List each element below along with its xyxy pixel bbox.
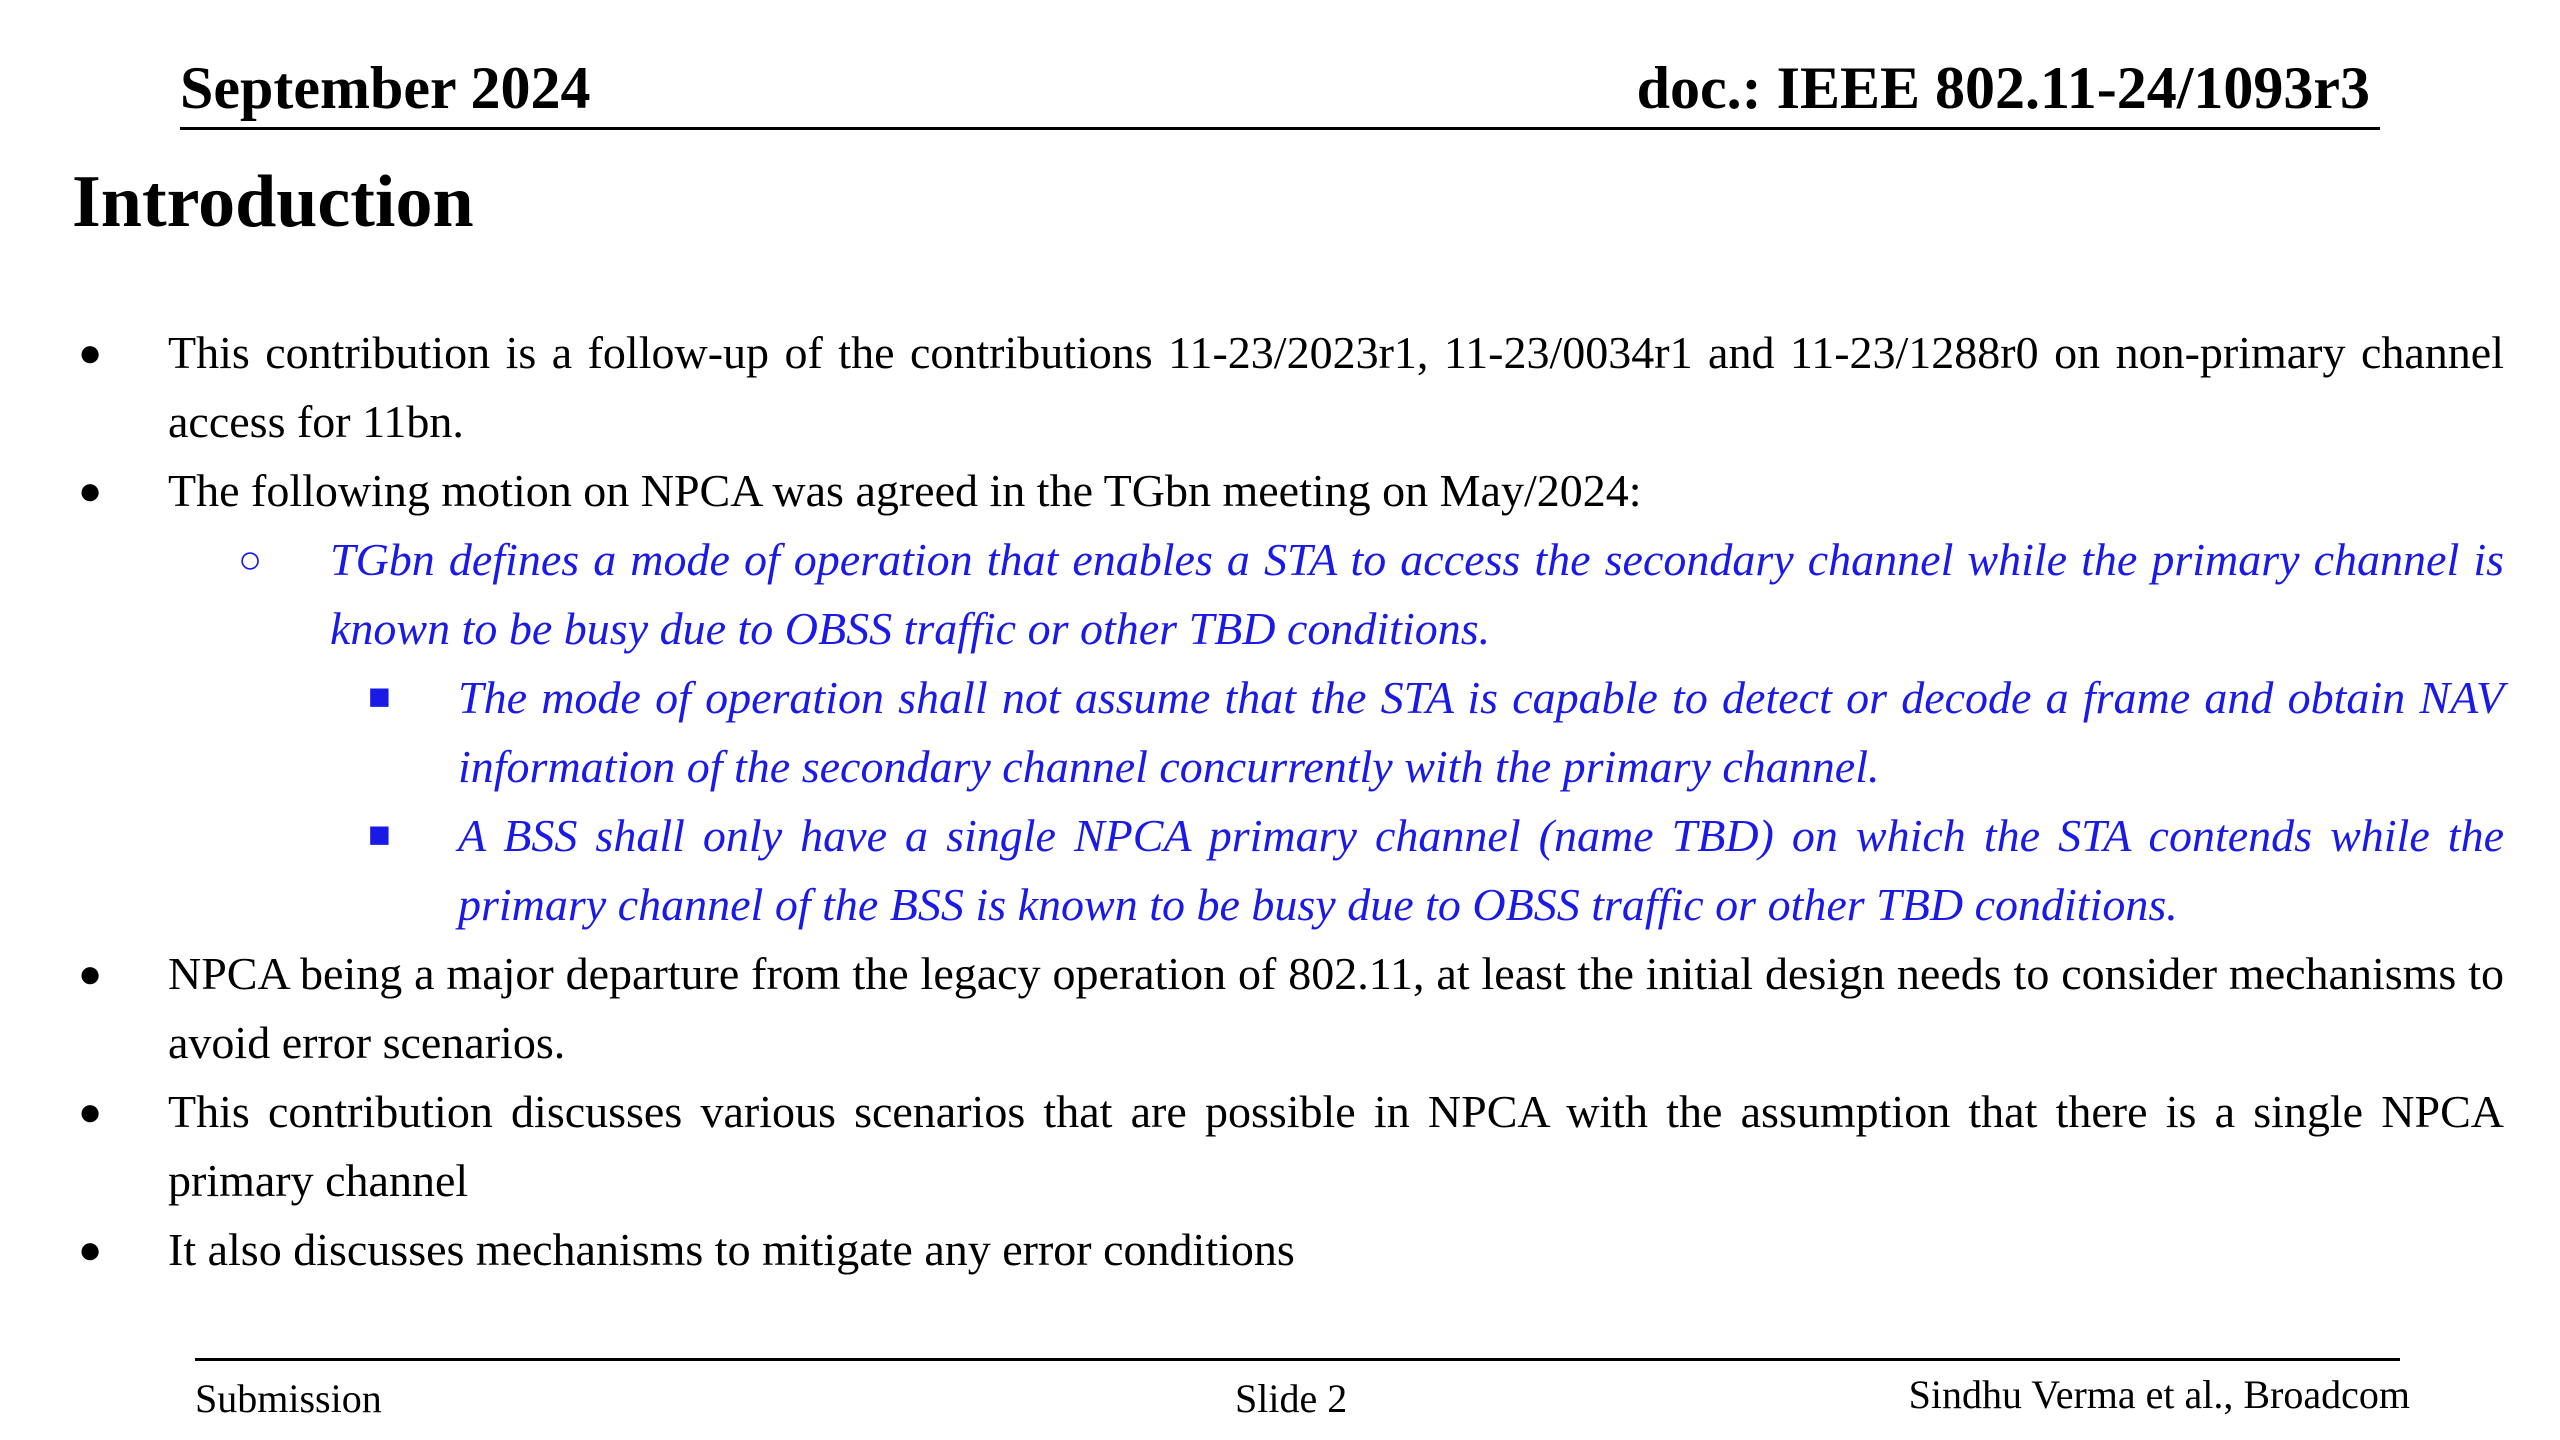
bullet-dot-icon: ● (78, 330, 103, 375)
bullet-item (78, 1215, 2504, 1284)
slide-header (180, 55, 2380, 130)
bullet-text: It also discusses mechanisms to mitigate any error conditions (168, 1224, 1295, 1275)
slide-body (0, 318, 2560, 1284)
bullet-square-icon: ■ (368, 814, 391, 856)
motion-subtext: A BSS shall only have a single NPCA primary channel (name TBD) on which the STA contends while the primary channel of the BSS is known to be busy due to OBSS traffic or other TBD conditions. (458, 810, 2504, 930)
slide-title: Introduction (72, 161, 474, 243)
bullet-dot-icon: ● (78, 468, 103, 513)
bullet-item (78, 1077, 2504, 1215)
header-date: September 2024 (180, 55, 591, 121)
footer-slide-number: Slide 2 (1235, 1376, 1348, 1421)
motion-subtext: The mode of operation shall not assume that the STA is capable to detect or decode a frame and obtain NAV information of the secondary channel concurrently with the primary channel. (458, 672, 2504, 792)
sub-sub-bullet-item (368, 801, 2504, 939)
bullet-text: The following motion on NPCA was agreed in the TGbn meeting on May/2024: (168, 465, 1642, 516)
footer-submission: Submission (195, 1376, 382, 1421)
bullet-dot-icon: ● (78, 951, 103, 996)
header-doc-number: doc.: IEEE 802.11-24/1093r3 (1636, 55, 2370, 121)
sub-sub-bullet-item (368, 663, 2504, 801)
bullet-text: This contribution is a follow-up of the contributions 11-23/2023r1, 11-23/0034r1 and 11-23/1288r0 on non-primary channel access for 11bn. (168, 327, 2504, 447)
bullet-dot-icon: ● (78, 1227, 103, 1272)
bullet-item (78, 939, 2504, 1077)
bullet-item (78, 456, 2504, 525)
bullet-text: NPCA being a major departure from the legacy operation of 802.11, at least the initial design needs to consider mechanisms to avoid error scenarios. (168, 948, 2504, 1068)
slide-footer (195, 1358, 2410, 1421)
bullet-dot-icon: ● (78, 1089, 103, 1134)
bullet-item (78, 318, 2504, 456)
sub-bullet-item (238, 525, 2504, 663)
motion-text: TGbn defines a mode of operation that enables a STA to access the secondary channel while the primary channel is known to be busy due to OBSS traffic or other TBD conditions. (330, 534, 2504, 654)
footer-authors: Sindhu Verma et al., Broadcom (1908, 1372, 2410, 1417)
bullet-circle-icon: ○ (238, 537, 263, 582)
bullet-square-icon: ■ (368, 676, 391, 718)
bullet-text: This contribution discusses various scenarios that are possible in NPCA with the assumption that there is a single NPCA primary channel (168, 1086, 2504, 1206)
